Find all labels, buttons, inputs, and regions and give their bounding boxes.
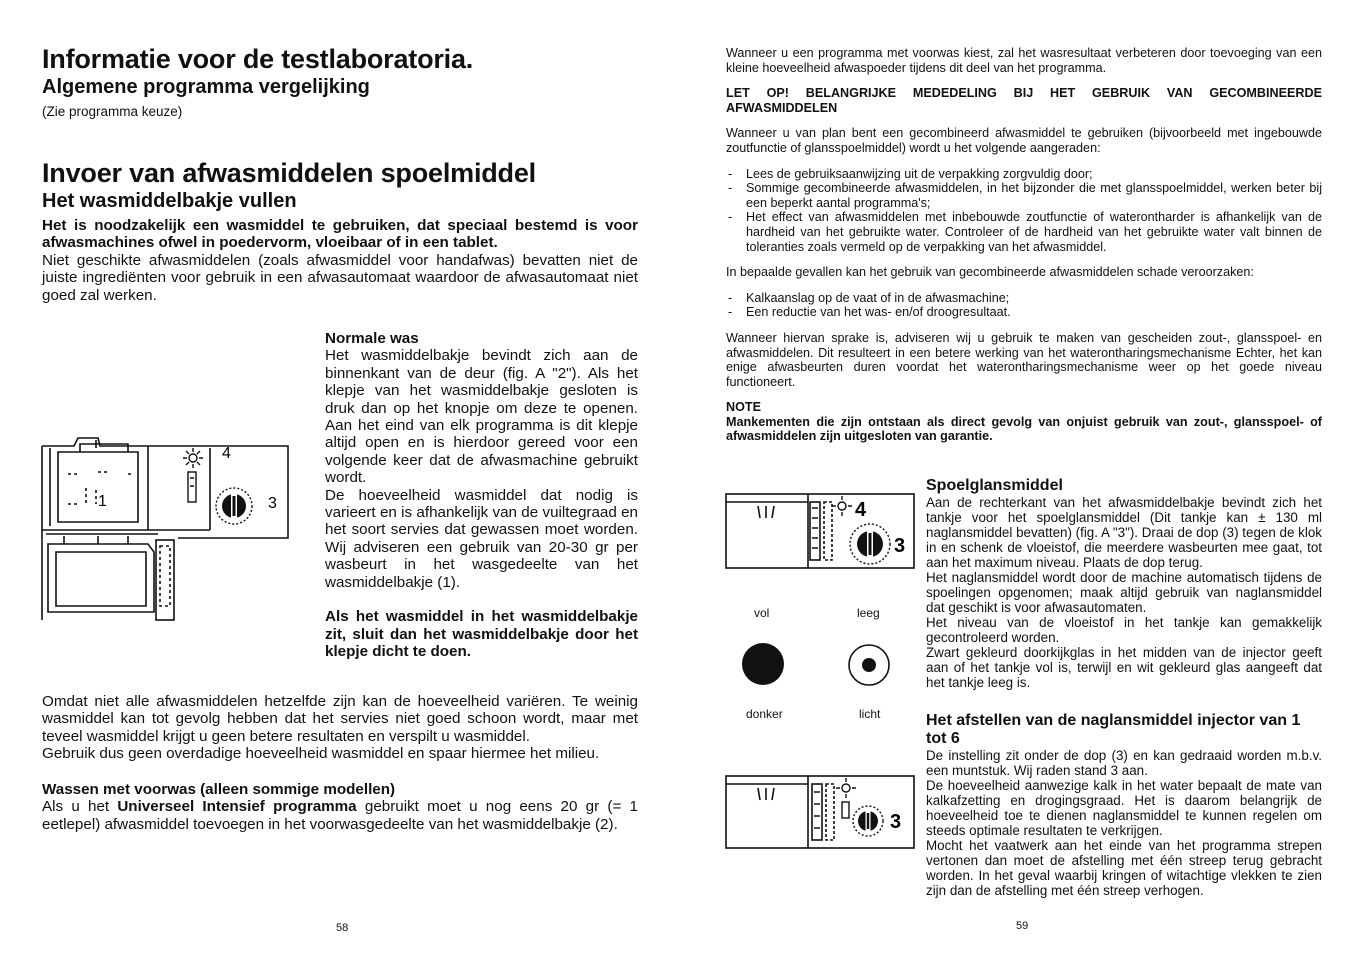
rinse-aid-sun-icon (836, 778, 856, 818)
rinse-aid-block (926, 476, 1322, 690)
right-top-block (726, 46, 1322, 444)
rinse-aid-tank-figure (724, 492, 916, 572)
figure-number-4: 4 (855, 499, 867, 521)
injector-heading: Het afstellen van de naglansmiddel injector van 1 tot 6 (926, 712, 1301, 747)
detergent-dispenser-figure (38, 434, 296, 624)
damage-intro: In bepaalde gevallen kan het gebruik van gecombineerde afwasmiddelen schade veroorzaken: (726, 265, 1254, 280)
normal-wash-heading: Normale was (325, 330, 419, 347)
advice-separate: Wanneer hiervan sprake is, adviseren wij u gebruik te maken van gescheiden zout-, glansspoel- en afwasmiddelen. Dit resulteert in een betere werking van het waterontharingsmechanisme Echter, het kan enige afwasbeurten duren voordat het waterontharingsmechanisme weer op het goede niveau functioneert. (726, 330, 1322, 389)
injector-block (926, 712, 1322, 898)
rinse-aid-sun-icon (832, 496, 852, 516)
rinse-aid-p3: Het niveau van de vloeistof in het tankje kan gemakkelijk gecontroleerd worden. (926, 615, 1322, 645)
section-subtitle: Het wasmiddelbakje vullen (42, 190, 297, 212)
normal-wash-p1: Het wasmiddelbakje bevindt zich aan de binnenkant van de deur (fig. A "2"). Als het klepje van het wasmiddelbakje gesloten is druk dan op het knopje om deze te openen. Aan het eind van elk programma is dit klepje altijd open en is hierdoor gereed voor een volgende keer dat de afwasmachine gebruikt wordt. (325, 347, 638, 487)
indicator-dark-label: donker (746, 707, 783, 721)
figure-number-3: 3 (890, 811, 902, 833)
indicator-full-icon (740, 641, 786, 687)
injector-p3: Mocht het vaatwerk aan het einde van het programma strepen vertonen dan moet de afstelling met één streep terug gebracht worden. In het geval waarbij kringen of witachtige vlekken te zien zijn dan de afstelling met één streep verhogen. (926, 838, 1322, 898)
list-item: - Het effect van afwasmiddelen met inbebouwde zoutfunctie of waterontharder is afhankelijk van de hardheid van het gebruikte water. Controleer of de hardheid van het gebruikte water valt binnen de toleranties zoals vermeld op de verpakking van het afwasmiddel. (726, 210, 1322, 254)
prewash-text: Als u het Universeel Intensief programma gebruikt moet u nog eens 20 gr (= 1 eetlepel) afwasmiddel toevoegen in het voorwasgedeelte van het wasmiddelbakje (2). (42, 798, 638, 833)
damage-list (726, 291, 1322, 320)
prewash-block (42, 781, 638, 833)
indicator-light-label: licht (859, 707, 881, 721)
amount-p1: Omdat niet alle afwasmiddelen hetzelfde zijn kan de hoeveelheid variëren. Te weinig wasmiddel kan tot gevolg hebben dat het servies niet goed schoon wordt, maar met teveel wasmiddel krijgt u geen betere resultaten en verspilt u wasmiddel. (42, 693, 638, 745)
normal-wash-p2: De hoeveelheid wasmiddel dat nodig is varieert en is afhankelijk van de vuiltegraad en het soort servies dat gewassen moet worden. Wij adviseren een gebruik van 20-30 gr per wasbeurt in het wasgedeelte van het wasmiddelbakje (1). (325, 486, 638, 591)
advice-list (726, 167, 1322, 255)
warning-heading: LET OP! BELANGRIJKE MEDEDELING BIJ HET GEBRUIK VAN GECOMBINEERDE AFWASMIDDELEN (726, 86, 1322, 115)
normal-wash-bold: Als het wasmiddel in het wasmiddelbakje zit, sluit dan het wasmiddelbakje door het klepje dicht te doen. (325, 608, 638, 660)
figure-number-3: 3 (894, 535, 906, 557)
prewash-info: Wanneer u een programma met voorwas kiest, zal het wasresultaat verbeteren door toevoeging van een kleine hoeveelheid afwaspoeder tijdens dit deel van het programma. (726, 46, 1322, 75)
rinse-aid-sun-icon (183, 448, 203, 502)
indicator-empty-label: leeg (857, 606, 880, 620)
list-item: - Sommige gecombineerde afwasmiddelen, in het bijzonder die met glansspoelmiddel, werken beter bij een beperkt aantal programma's; (726, 181, 1322, 210)
normal-wash-block (325, 330, 638, 660)
indicator-full-label: vol (754, 606, 770, 620)
note-heading: NOTE (726, 400, 761, 415)
intro-bold: Het is noodzakelijk een wasmiddel te gebruiken, dat speciaal bestemd is voor afwasmachines ofwel in poedervorm, vloeibaar of in een tablet. (42, 217, 638, 252)
list-item: - Een reductie van het was- en/of droogresultaat. (726, 305, 1322, 320)
intro-text: Niet geschikte afwasmiddelen (zoals afwasmiddel voor handafwas) bevatten niet de juiste ingrediënten voor gebruik in een afwasautomaat waardoor de afwasautomaat niet goed zal werken. (42, 251, 638, 304)
page-number-left: 58 (336, 922, 349, 934)
prewash-heading: Wassen met voorwas (alleen sommige modellen) (42, 781, 396, 798)
figure-label-1: 1 (98, 493, 107, 510)
rinse-aid-p2: Het naglansmiddel wordt door de machine automatisch tijdens de spoelingen opgenomen; maak altijd gebruik van naglansmiddel dat geschikt is voor afwasautomaten. (926, 570, 1322, 615)
injector-p1: De instelling zit onder de dop (3) en kan gedraaid worden m.b.v. een muntstuk. Wij raden stand 3 aan. (926, 748, 1322, 778)
amount-block (42, 693, 638, 763)
rinse-aid-p4: Zwart gekleurd doorkijkglas in het midden van de injector geeft aan of het tankje vol is, terwijl en wit gekleurd glas aangeeft dat het tankje leeg is. (926, 645, 1322, 690)
amount-p2: Gebruik dus geen overdadige hoeveelheid wasmiddel en spaar hiermee het milieu. (42, 745, 600, 763)
note-text: Mankementen die zijn ontstaan als direct gevolg van onjuist gebruik van zout-, glansspoel- of afwasmiddelen zijn uitgesloten van garantie. (726, 414, 1322, 444)
figure-label-4: 4 (222, 445, 231, 462)
subtitle-note: (Zie programma keuze) (42, 104, 183, 119)
rinse-aid-p1: Aan de rechterkant van het afwasmiddelbakje bevindt zich het tankje voor het spoelglansmiddel (Dit tankje kan ± 130 ml naglansmiddel bevatten) (fig. A "3"). Draai de dop (3) tegen de klok in en schenk de vloeistof, die meerdere wasbeurten mee gaat, tot aan het maximum niveau. Plaats de dop terug. (926, 495, 1322, 570)
rinse-aid-heading: Spoelglansmiddel (926, 477, 1063, 494)
section-title: Invoer van afwasmiddelen spoelmiddel (42, 158, 536, 188)
combined-intro: Wanneer u van plan bent een gecombineerd afwasmiddel te gebruiken (bijvoorbeeld met ingebouwde zoutfunctie of glansspoelmiddel) wordt u het volgende aangeraden: (726, 126, 1322, 155)
rinse-aid-dial-icon (216, 488, 252, 524)
list-item: - Kalkaanslag op de vaat of in de afwasmachine; (726, 291, 1322, 306)
indicator-empty-icon (847, 643, 891, 687)
page-title: Informatie voor de testlaboratoria. (42, 44, 474, 74)
figure-label-3: 3 (268, 495, 277, 512)
page-subtitle: Algemene programma vergelijking (42, 76, 370, 98)
injector-p2: De hoeveelheid aanwezige kalk in het water bepaalt de mate van kalkafzetting en drogingsgraad. Het is daarom belangrijk de hoeveelheid toe te dienen naglansmiddel te kunnen regelen om steeds optimale resultaten te verkrijgen. (926, 778, 1322, 838)
rinse-aid-injector-figure (724, 774, 916, 850)
page-number-right: 59 (1016, 920, 1029, 932)
left-page-header (42, 44, 638, 119)
list-item: - Lees de gebruiksaanwijzing uit de verpakking zorgvuldig door; (726, 167, 1322, 182)
detergent-section (42, 158, 638, 304)
